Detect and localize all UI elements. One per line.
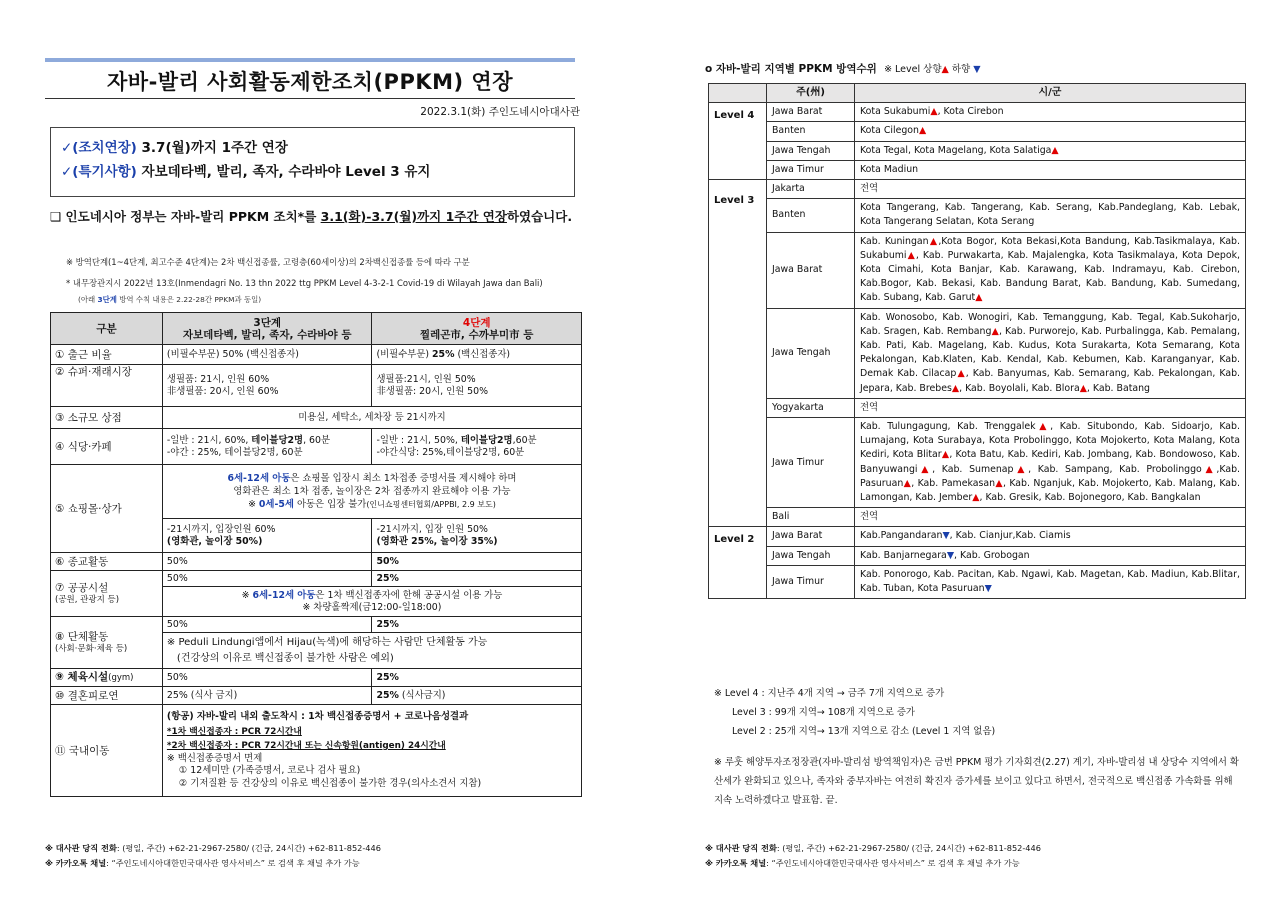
title-rule — [45, 98, 575, 99]
legend-pre: ※ Level 상향 — [884, 64, 942, 75]
table-row — [51, 553, 582, 571]
r5-a-blue: 6세-12세 아동 — [227, 473, 291, 484]
r8-sub: (사회·문화·체육 등) — [55, 643, 128, 654]
city-text: Kab.Pangandaran — [860, 530, 943, 542]
triangle-up-icon: ▲ — [941, 64, 949, 75]
r4-l3-b: -야간 : 25%, 테이블당2명, 60분 — [166, 446, 303, 458]
province: Jawa Tengah — [767, 546, 855, 565]
row-category: ⑪ 국내이동 — [51, 705, 163, 797]
triangle-up-icon: ▲ — [1013, 463, 1029, 475]
level-label: Level 3 — [709, 180, 767, 527]
note-levels: ※ 방역단계(1~4단계, 최고수준 4단계)는 2차 백신접종률, 고령층(60세이상)의 2차백신접종률 등에 따라 구분 — [66, 257, 470, 267]
province: Banten — [767, 122, 855, 141]
province: Banten — [767, 199, 855, 232]
row-level4 — [372, 669, 582, 687]
section-title — [705, 61, 981, 76]
r11-b: *1차 백신접종자 : PCR 72시간내 — [166, 726, 302, 737]
r10-l4-bold: 25% — [376, 689, 399, 701]
lead-prefix: ❑ 인도네시아 정부는 자바-발리 PPKM 조치*를 — [50, 209, 321, 224]
r4-l4-b: -야간식당: 25%,테이블당2명, 60분 — [376, 446, 525, 458]
table-row — [709, 103, 1246, 122]
city-text: Kab. Wonosobo, Kab. Wonogiri, Kab. Temanggung, Kab. Tegal, Kab.Sukoharjo, Kab. Sragen, Kab. Rembang — [860, 311, 1240, 337]
triangle-up-icon: ▲ — [941, 449, 950, 461]
row-category — [51, 571, 163, 617]
r1-l4-post: (백신접종자) — [454, 348, 511, 360]
table-row — [51, 345, 582, 365]
r5-l4-b: (영화관 25%, 놀이장 35%) — [376, 535, 498, 547]
table-row — [709, 527, 1246, 546]
r4-l4-a-post: ,60분 — [512, 434, 537, 446]
city-text: , Kab. Nganjuk, Kab. Mojokerto, Kab. Malang, Kab. Lamongan, Kab. Jember — [860, 477, 1240, 504]
row-level3: (비필수부문) 50% (백신접종자) — [162, 345, 372, 365]
r7-note2: ※ 차량홀짝제(금12:00-일18:00) — [302, 601, 442, 613]
summary-text-2: 자보데타벡, 발리, 족자, 수라바야 Level 3 유지 — [136, 164, 431, 180]
note-same-rules — [78, 294, 261, 305]
r11-d: ※ 백신접종증명서 면제 — [166, 752, 263, 764]
city-text: , Kab. Pamekasan — [911, 477, 996, 489]
row-level3 — [162, 429, 372, 465]
city-text: Kab. Tulungagung, Kab. Trenggalek — [860, 421, 1036, 433]
summary-tag-1: ✓(조치연장) — [61, 140, 137, 156]
r8-note2: (건강상의 이유로 백신접종이 불가한 사람은 예외) — [176, 652, 394, 664]
triangle-up-icon: ▲ — [1079, 382, 1087, 394]
row-level3: 50% — [162, 617, 372, 633]
row-category: ① 출근 비율 — [51, 345, 163, 365]
row-all-levels — [162, 705, 581, 797]
r9-sub: (gym) — [108, 673, 134, 683]
triangle-up-icon: ▲ — [903, 477, 912, 489]
r7-sub: (공원, 관광지 등) — [55, 594, 120, 605]
triangle-up-icon: ▲ — [917, 463, 933, 475]
r5-l3-a: -21시까지, 입장인원 60% — [166, 523, 276, 535]
triangle-up-icon: ▲ — [991, 325, 999, 337]
city-text: ,Kota Bogor, Kota Bekasi,Kota Bandung, Kab.Tasikmalaya, Kab. Sukabumi — [860, 235, 1240, 261]
row-level4 — [372, 429, 582, 465]
header-level — [709, 84, 767, 103]
table-row — [51, 669, 582, 687]
r7-cat: ⑦ 공공시설 — [55, 581, 109, 594]
summary-line: Level 3 : 99개 지역→ 108개 지역으로 증가 — [732, 707, 915, 718]
row-category: ⑥ 종교활동 — [51, 553, 163, 571]
row-level4 — [372, 365, 582, 407]
city-text: , Kab. Situbondo, Kab. Sidoarjo, Kab. Lumajang, Kota Surabaya, Kota Probolinggo, Kota Mojokerto, Kota Malang, Kota Kediri, Kota Blitar — [860, 421, 1240, 461]
city-text: , Kab. Purworejo, Kab. Purbalingga, Kab. Pemalang, Kab. Pati, Kab. Magelang, Kab. Kudus, Kota Surakarta, Kota Semarang, Kota Pekalongan, Kab.Klaten, Kab. Kendal, Kab. Kebumen, Kab. Karanganyar, Kab. Demak Kab. Cilacap — [860, 325, 1240, 380]
table-header-row — [709, 84, 1246, 103]
r9-cat: ⑨ 체육시설 — [55, 671, 109, 683]
issue-date: 2022.3.1(화) 주인도네시아대사관 — [420, 106, 580, 118]
city-text: , Kab. Purwakarta, Kab. Majalengka, Kota Tasikmalaya, Kota Depok, Kota Cimahi, Kota Banjar, Kab. Karawang, Kab. Indramayu, Kab. Cirebon, Kab.Bogor, Kab. Bekasi, Kab. Bandung Barat, Kab. Bandung, Kab. Sumedang, Kab. Subang, Kab. Garut — [860, 249, 1240, 304]
lead-suffix: 하였습니다. — [506, 209, 573, 224]
r5-l4-a: -21시까지, 입장 인원 50% — [376, 523, 488, 535]
cities — [855, 232, 1246, 308]
province: Jawa Barat — [767, 232, 855, 308]
summary-tag-2: ✓(특기사항) — [61, 164, 137, 180]
r11-a: (항공) 자바-발리 내외 출도착시 : 1차 백신접종증명서 + 코로나음성결과 — [166, 711, 469, 722]
footer-kakao-label: ※ 카카오톡 채널 — [45, 858, 107, 868]
level-label: Level 4 — [709, 103, 767, 180]
header-province: 주(州) — [767, 84, 855, 103]
r5-c-post: 아동은 입장 불가 — [293, 499, 367, 510]
province: Jawa Timur — [767, 418, 855, 508]
level-summary — [714, 684, 995, 741]
table-row — [709, 232, 1246, 308]
table-row — [709, 160, 1246, 179]
r10-l4-post: (식사금지) — [398, 689, 446, 701]
row-level3: 50% — [162, 669, 372, 687]
r5-b: 영화관은 최소 1차 접종, 놀이장은 2차 접종까지 완료해야 이용 가능 — [233, 486, 511, 497]
city-text: , Kab. Sampang, Kab. Probolinggo — [1028, 463, 1202, 475]
cities — [855, 565, 1246, 598]
city-text: Kota Sukabumi — [860, 106, 931, 118]
row-level3: 50% — [162, 553, 372, 571]
province: Jakarta — [767, 180, 855, 199]
table-row — [709, 122, 1246, 141]
row-level4 — [372, 687, 582, 705]
left-page — [40, 0, 585, 897]
cities — [855, 122, 1246, 141]
row-category: ② 슈퍼·재래시장 — [51, 365, 163, 407]
table-row — [51, 705, 582, 797]
row-category: ⑤ 쇼핑몰·상가 — [51, 465, 163, 553]
r9-l4: 25% — [376, 671, 399, 683]
row-category: ③ 소규모 상점 — [51, 407, 163, 429]
row-level3 — [162, 519, 372, 553]
triangle-up-icon: ▲ — [1035, 421, 1051, 433]
table-row — [51, 365, 582, 407]
header-level3-title: 3단계 — [253, 316, 281, 329]
header-level4-areas: 찔레곤市, 수까부미市 등 — [420, 328, 534, 341]
table-row — [709, 418, 1246, 508]
summary-line: ※ Level 4 : 지난주 4개 지역 → 금주 7개 지역으로 증가 — [714, 688, 945, 699]
table-row — [51, 407, 582, 429]
city-text: , Kota Batu, Kab. Kediri, Kab. Jombang, Kab. Bondowoso, Kab. Banyuwangi — [860, 449, 1240, 475]
triangle-up-icon: ▲ — [951, 382, 960, 394]
r11-f: ② 기저질환 등 건강상의 이유로 백신접종이 불가한 경우(의사소견서 지참) — [178, 777, 482, 789]
triangle-up-icon: ▲ — [972, 492, 980, 504]
note-same-pre: (아래 — [78, 295, 98, 304]
cities — [855, 527, 1246, 546]
r7-l4: 25% — [376, 572, 399, 584]
footer-kakao-text: : “주인도네시아대한민국대사관 영사서비스” 로 검색 후 채널 추가 가능 — [106, 858, 360, 868]
header-level3-areas: 자보데타벡, 발리, 족자, 수라바야 등 — [182, 328, 352, 341]
city-text: Kab. Ponorogo, Kab. Pacitan, Kab. Ngawi, Kab. Magetan, Kab. Madiun, Kab.Blitar, Kab. Tuban, Kota Pasuruan — [860, 568, 1240, 595]
city-text: Kab. Banjarnegara — [860, 549, 947, 561]
cities — [855, 418, 1246, 508]
table-row — [709, 180, 1246, 199]
row-all-levels — [162, 633, 581, 669]
table-row — [709, 565, 1246, 598]
table-header-row — [51, 313, 582, 345]
table-row — [709, 141, 1246, 160]
r8-l4: 25% — [376, 618, 399, 630]
city-text: ,Kab. Pasuruan — [860, 463, 1240, 489]
footer-kakao — [705, 856, 1020, 871]
r1-l4-pre: (비필수부문) — [376, 348, 433, 360]
city-text: , Kab. Banyumas, Kab. Semarang, Kab. Pekalongan, Kab. Jepara, Kab. Brebes — [860, 368, 1241, 394]
cities: Kota Tangerang, Kab. Tangerang, Kab. Serang, Kab.Pandeglang, Kab. Lebak, Kota Tangerang Selatan, Kota Serang — [855, 199, 1246, 232]
lead-paragraph — [50, 206, 585, 227]
row-level3: 25% (식사 금지) — [162, 687, 372, 705]
footer-kakao-label: ※ 카카오톡 채널 — [705, 858, 767, 868]
summary-line: Level 2 : 25개 지역→ 13개 지역으로 감소 (Level 1 지역 없음) — [732, 726, 996, 737]
triangle-down-icon: ▼ — [942, 530, 950, 542]
row-level4 — [372, 553, 582, 571]
row-category: ⑩ 결혼피로연 — [51, 687, 163, 705]
header-city: 시/군 — [855, 84, 1246, 103]
cities — [855, 546, 1246, 565]
province: Jawa Timur — [767, 565, 855, 598]
summary-line-1 — [61, 136, 564, 160]
cities — [855, 141, 1246, 160]
r5-c-blue: 0세-5세 — [258, 499, 294, 510]
row-category — [51, 669, 163, 687]
right-page — [700, 0, 1245, 897]
r11-c: *2차 백신접종자 : PCR 72시간내 또는 신속항원(antigen) 24시간내 — [166, 741, 446, 751]
triangle-down-icon: ▼ — [984, 583, 992, 595]
row-all-levels: 미용실, 세탁소, 세차장 등 21시까지 — [162, 407, 581, 429]
table-row — [709, 308, 1246, 398]
province: Jawa Barat — [767, 527, 855, 546]
r5-l3-b: (영화관, 놀이장 50%) — [166, 535, 263, 547]
r5-a-rest: 은 쇼핑몰 입장시 최소 1차접종 증명서를 제시해야 하며 — [290, 473, 517, 484]
lead-underlined: 3.1(화)-3.7(월)까지 1주간 연장 — [320, 209, 507, 224]
r4-l4-a-pre: -일반 : 21시, 50%, — [376, 434, 461, 446]
r7-note-pre: ※ — [241, 589, 253, 601]
footer-phone — [45, 841, 381, 856]
province: Bali — [767, 508, 855, 527]
section-title-text: o 자바-발리 지역별 PPKM 방역수위 — [705, 63, 877, 75]
province: Jawa Tengah — [767, 141, 855, 160]
legend — [884, 64, 980, 75]
row-level4 — [372, 345, 582, 365]
triangle-up-icon: ▲ — [1201, 463, 1217, 475]
cities: 전역 — [855, 508, 1246, 527]
row-category: ④ 식당·카페 — [51, 429, 163, 465]
row-level3 — [162, 365, 372, 407]
triangle-up-icon: ▲ — [995, 477, 1003, 489]
summary-line-2 — [61, 160, 564, 184]
table-row — [51, 465, 582, 519]
level-label: Level 2 — [709, 527, 767, 599]
note-same-bold: 3단계 — [97, 295, 117, 304]
table-row — [51, 571, 582, 587]
row-level4 — [372, 519, 582, 553]
r6-l4: 50% — [376, 555, 399, 567]
footer-phone-label: ※ 대사관 당직 전화 — [45, 843, 117, 853]
r2-l4-a: 생필품:21시, 인원 50% — [376, 373, 476, 385]
triangle-down-icon: ▼ — [973, 64, 981, 75]
province: Jawa Barat — [767, 103, 855, 122]
r2-l3-a: 생필품: 21시, 인원 60% — [166, 373, 270, 385]
row-all-levels — [162, 465, 581, 519]
cities — [855, 308, 1246, 398]
footer-kakao-text: : “주인도네시아대한민국대사관 영사서비스” 로 검색 후 채널 추가 가능 — [766, 858, 1020, 868]
table-row — [709, 199, 1246, 232]
cities: 전역 — [855, 180, 1246, 199]
r8-note: ※ Peduli Lindungi앱에서 Hijau(녹색)에 해당하는 사람만 단체활동 가능 — [166, 636, 488, 648]
table-row — [709, 546, 1246, 565]
levels-table — [708, 83, 1246, 599]
summary-box — [50, 127, 575, 197]
city-text: , Kab. Gresik, Kab. Bojonegoro, Kab. Bangkalan — [979, 492, 1201, 504]
province: Yogyakarta — [767, 398, 855, 417]
r4-l3-a-post: , 60분 — [303, 434, 331, 446]
r2-l3-b: 非생필품: 20시, 인원 60% — [166, 385, 279, 397]
city-text: , Kab. Cianjur,Kab. Ciamis — [949, 530, 1071, 542]
table-row — [709, 508, 1246, 527]
city-text: Kab. Kuningan — [860, 235, 929, 247]
note-decree: * 내무장관지시 2022년 13호(Inmendagri No. 13 thn 2022 ttg PPKM Level 4-3-2-1 Covid-19 di Wilayah Jawa dan Bali) — [66, 278, 543, 288]
header-level4 — [372, 313, 582, 345]
header-category: 구분 — [51, 313, 163, 345]
footer-phone-text: : (평일, 주간) +62-21-2967-2580/ (긴급, 24시간) +62-811-852-446 — [776, 843, 1041, 853]
city-text: Kota Cilegon — [860, 125, 919, 137]
legend-mid: 하향 — [948, 64, 974, 75]
closing-note: ※ 루훗 해양투자조정장관(자바-발리섬 방역책임자)은 금번 PPKM 평가 기자회견(2.27) 계기, 자바-발리섬 내 상당수 지역에서 확산세가 완화되고 있으나, 족자와 중부자바는 여전히 확진자 증가세를 보이고 있다고 하면서, 전국적으로 백신접종 가속화를 위해 지속 노력하겠다고 발표함. 끝. — [714, 757, 1239, 806]
city-text: , Kab. Boyolali, Kab. Blora — [959, 382, 1080, 394]
note-same-post: 방역 수칙 내용은 2.22-28간 PPKM과 동일) — [116, 295, 262, 304]
row-category — [51, 617, 163, 669]
header-level4-title: 4단계 — [462, 316, 491, 329]
r4-l3-a-pre: -일반 : 21시, 60%, — [166, 434, 252, 446]
footer-phone — [705, 841, 1041, 856]
triangle-up-icon: ▲ — [906, 249, 916, 261]
r11-e: ① 12세미만 (가족증명서, 코로나 검사 필요) — [178, 765, 361, 776]
footer-phone-text: : (평일, 주간) +62-21-2967-2580/ (긴급, 24시간) +62-811-852-446 — [116, 843, 381, 853]
province: Jawa Tengah — [767, 308, 855, 398]
r7-note-blue: 6세-12세 아동 — [252, 589, 316, 601]
table-row — [51, 687, 582, 705]
r5-c-pre: ※ — [248, 499, 259, 510]
cities: Kota Madiun — [855, 160, 1246, 179]
triangle-up-icon: ▲ — [975, 292, 983, 304]
r4-l4-a-bold: 테이블당2명 — [460, 434, 513, 446]
table-row — [51, 617, 582, 633]
title-bar — [45, 58, 575, 62]
r5-c-src: (인니쇼핑센터협회/APPBI, 2.9 보도) — [366, 500, 496, 509]
city-text: , Kab. Grobogan — [954, 549, 1030, 561]
triangle-up-icon: ▲ — [956, 368, 966, 380]
triangle-down-icon: ▼ — [946, 549, 955, 561]
r2-l4-b: 非생필품: 20시, 인원 50% — [376, 385, 489, 397]
triangle-up-icon: ▲ — [1051, 144, 1059, 156]
summary-text-1: 3.7(월)까지 1주간 연장 — [136, 140, 288, 156]
rules-table — [50, 312, 582, 797]
city-text: Kota Tegal, Kota Magelang, Kota Salatiga — [860, 144, 1052, 156]
triangle-up-icon: ▲ — [930, 106, 938, 118]
city-text: , Kota Cirebon — [937, 106, 1004, 118]
header-level3 — [162, 313, 372, 345]
row-level3: 50% — [162, 571, 372, 587]
page-title: 자바-발리 사회활동제한조치(PPKM) 연장 — [107, 70, 513, 94]
r8-cat: ⑧ 단체활동 — [55, 630, 109, 643]
r4-l3-a-bold: 테이블당2명 — [251, 434, 304, 446]
footer-phone-label: ※ 대사관 당직 전화 — [705, 843, 777, 853]
footer-kakao — [45, 856, 360, 871]
row-level4 — [372, 617, 582, 633]
r1-l4-bold: 25% — [432, 348, 455, 360]
table-row — [709, 398, 1246, 417]
triangle-up-icon: ▲ — [928, 235, 939, 247]
table-row — [51, 429, 582, 465]
city-text: , Kab. Sumenap — [932, 463, 1014, 475]
city-text: , Kab. Batang — [1086, 382, 1151, 394]
r7-note-rest: 은 1차 백신접종자에 한해 공공시설 이용 가능 — [315, 589, 503, 601]
province: Jawa Timur — [767, 160, 855, 179]
cities: 전역 — [855, 398, 1246, 417]
row-level4 — [372, 571, 582, 587]
row-all-levels — [162, 587, 581, 617]
cities — [855, 103, 1246, 122]
triangle-up-icon: ▲ — [918, 125, 927, 137]
